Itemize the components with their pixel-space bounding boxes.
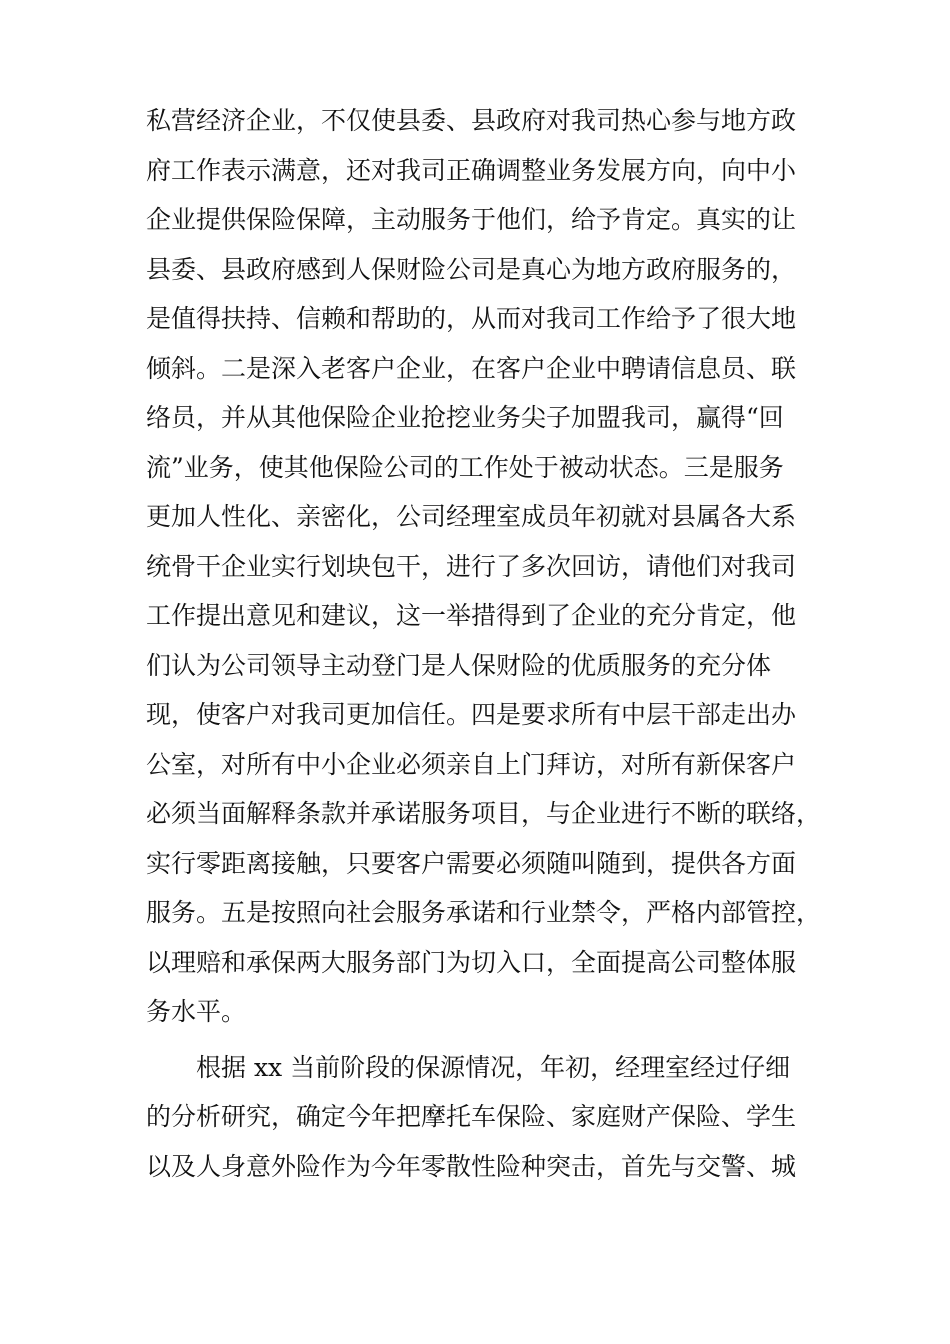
text-line: 服务。五是按照向社会服务承诺和行业禁令，严格内部管控，: [146, 898, 822, 927]
text-line: 倾斜。二是深入老客户企业，在客户企业中聘请信息员、联: [146, 353, 797, 383]
text-line: 络员，并从其他保险企业抢挖业务尖子加盟我司，赢得“回: [146, 403, 784, 432]
paragraph-2: [146, 1043, 826, 1192]
text-line: 以理赔和承保两大服务部门为切入口，全面提高公司整体服: [146, 947, 797, 977]
text-line: 公室，对所有中小企业必须亲自上门拜访，对所有新保客户: [146, 749, 797, 779]
text-line: 统骨干企业实行划块包干，进行了多次回访，请他们对我司: [146, 551, 797, 581]
text-line: 私营经济企业，不仅使县委、县政府对我司热心参与地方政: [146, 106, 797, 135]
text-line: 更加人性化、亲密化，公司经理室成员年初就对县属各大系: [146, 502, 797, 531]
text-line: 府工作表示满意，还对我司正确调整业务发展方向，向中小: [146, 155, 797, 185]
text-line: 县委、县政府感到人保财险公司是真心为地方政府服务的，: [146, 254, 797, 284]
text-line: 以及人身意外险作为今年零散性险种突击，首先与交警、城: [146, 1151, 797, 1181]
text-line: 的分析研究，确定今年把摩托车保险、家庭财产保险、学生: [146, 1102, 797, 1131]
text-line: 必须当面解释条款并承诺服务项目，与企业进行不断的联络，: [146, 799, 822, 828]
text-line: 是值得扶持、信赖和帮助的，从而对我司工作给予了很大地: [146, 304, 797, 333]
text-line: 现，使客户对我司更加信任。四是要求所有中层干部走出办: [146, 700, 797, 729]
text-line: 务水平。: [146, 997, 247, 1026]
text-line: 工作提出意见和建议，这一举措得到了企业的充分肯定，他: [146, 601, 797, 630]
text-line: 流”业务，使其他保险公司的工作处于被动状态。三是服务: [146, 452, 784, 482]
text-line: 根据 xx 当前阶段的保源情况，年初，经理室经过仔细: [196, 1052, 791, 1082]
paragraph-1: [146, 96, 826, 1037]
document-body: [146, 96, 826, 1191]
text-line: 们认为公司领导主动登门是人保财险的优质服务的充分体: [146, 650, 772, 680]
text-line: 企业提供保险保障，主动服务于他们，给予肯定。真实的让: [146, 205, 797, 234]
text-line: 实行零距离接触，只要客户需要必须随叫随到，提供各方面: [146, 848, 797, 878]
